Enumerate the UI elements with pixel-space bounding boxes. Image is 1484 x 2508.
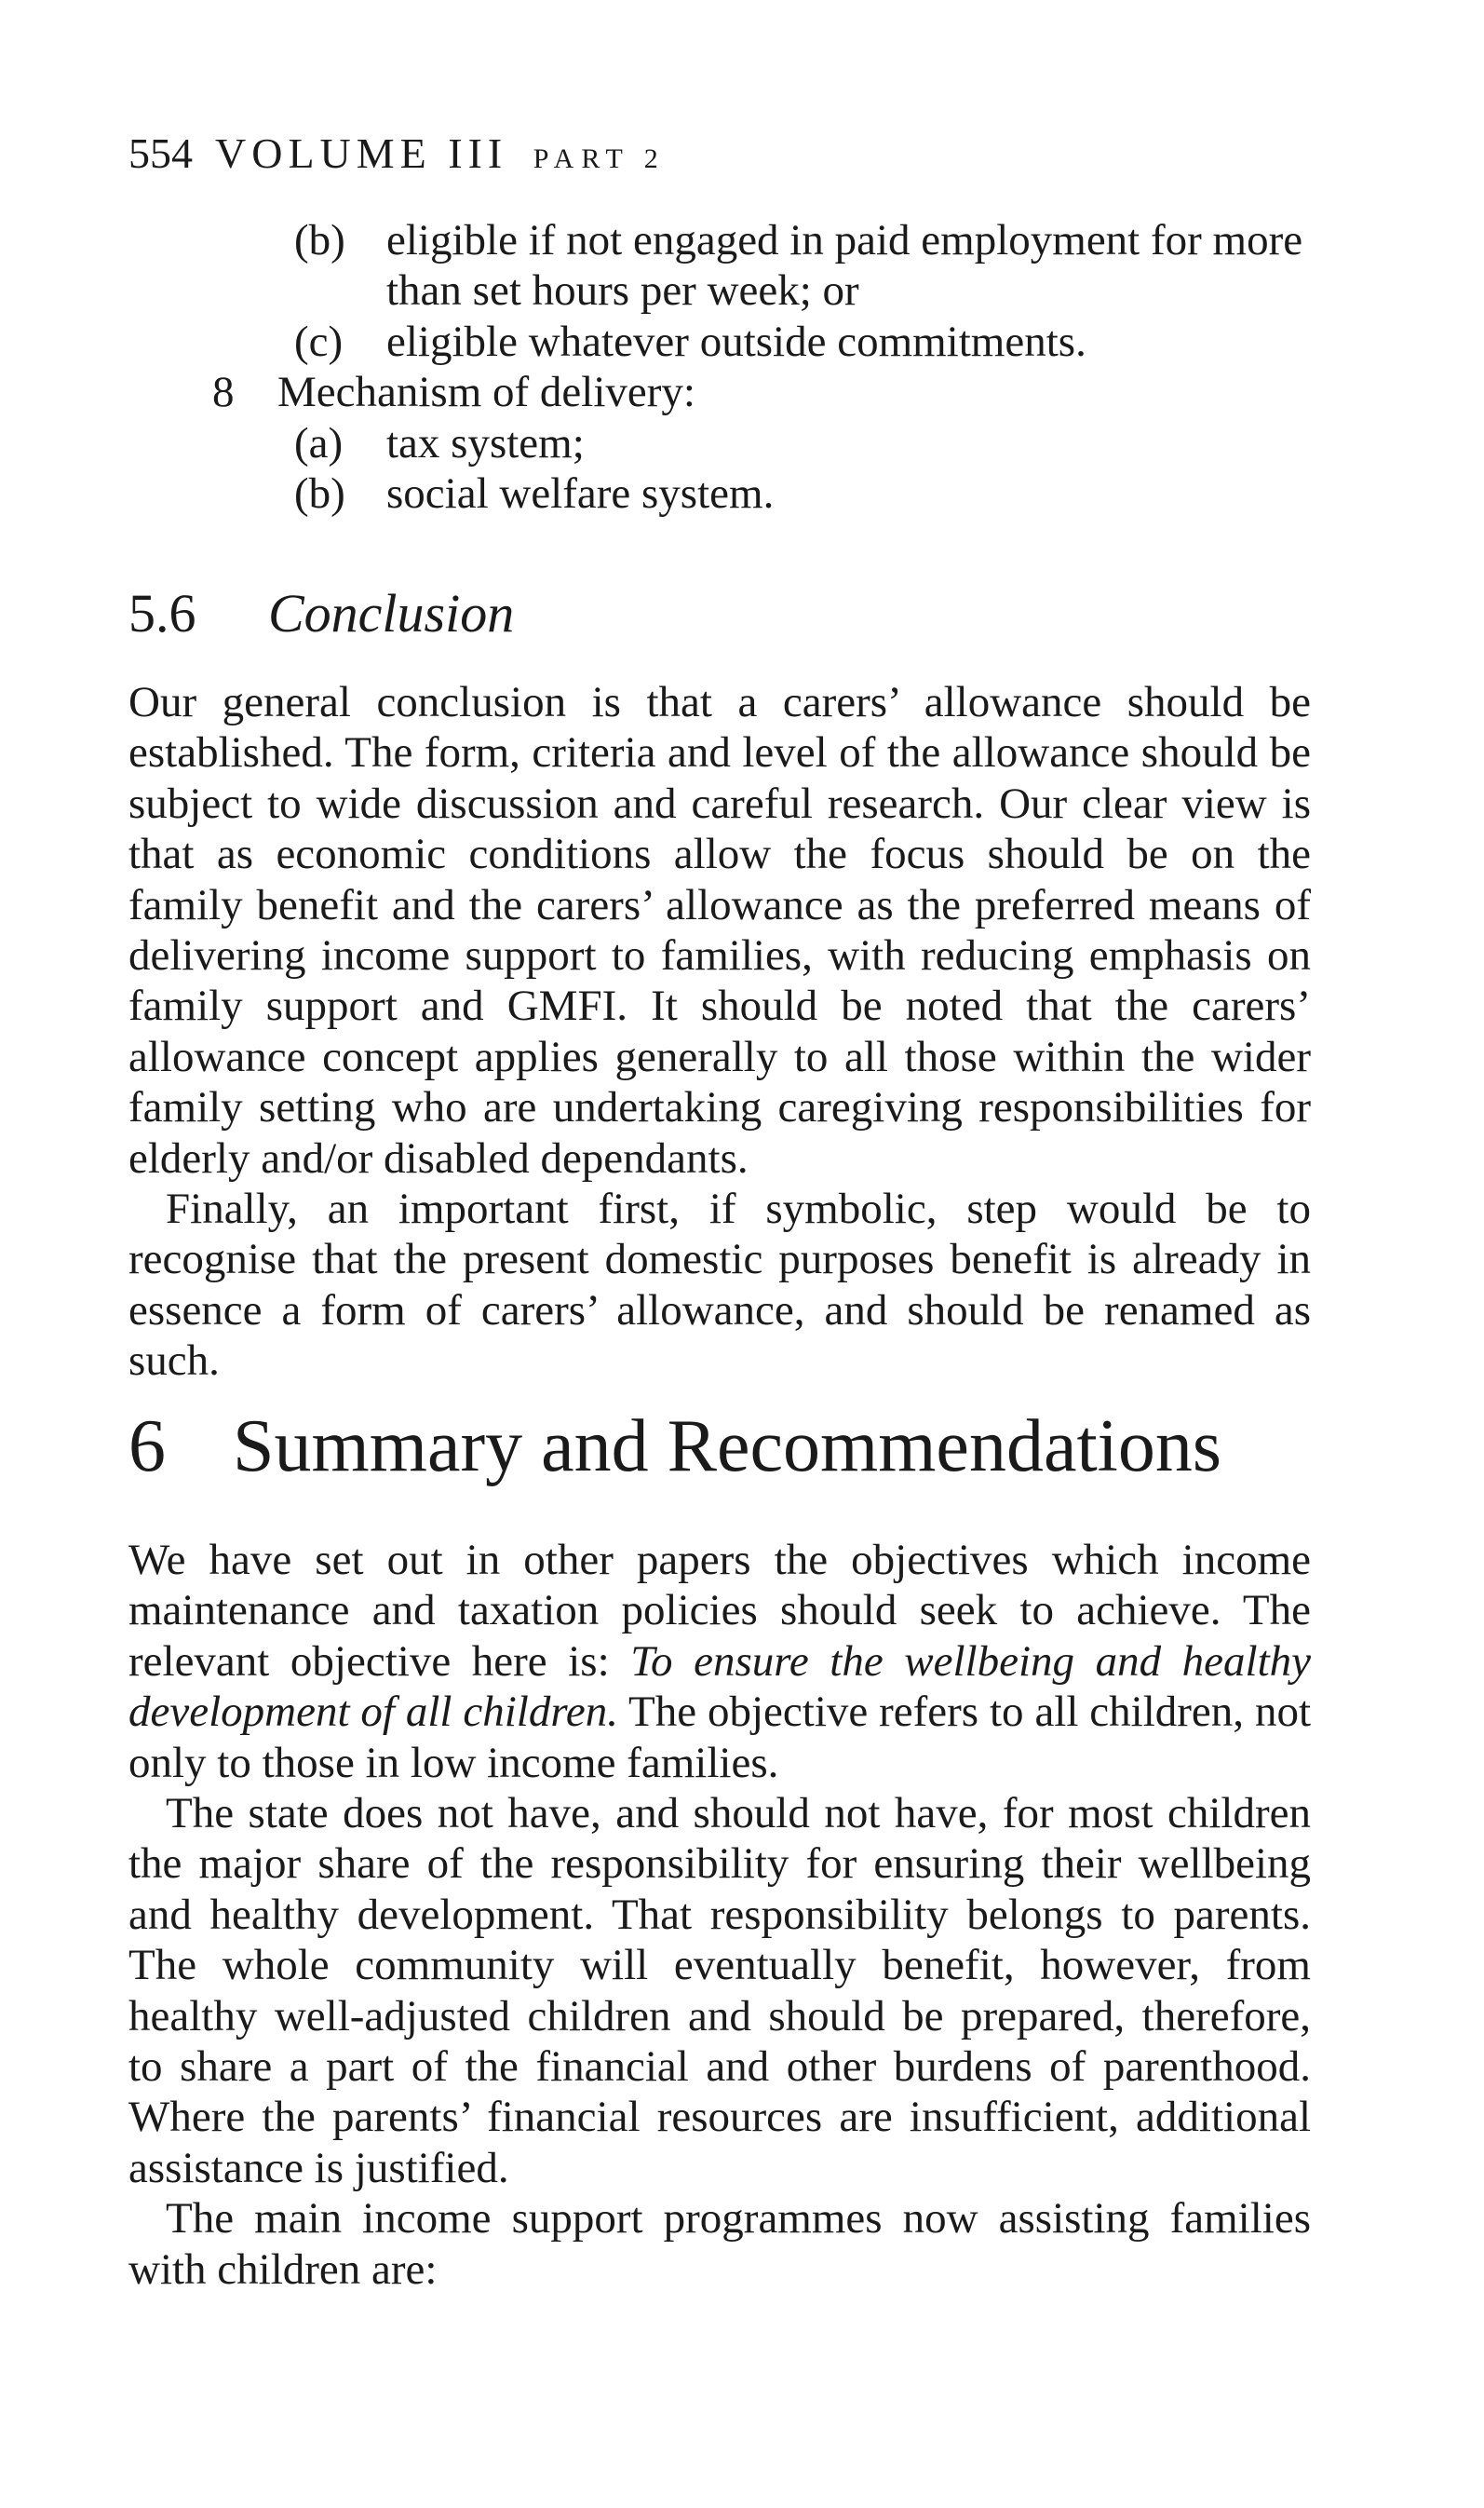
- section-number: 5.6: [128, 583, 196, 644]
- running-header: [128, 129, 666, 178]
- paragraph-text: We have set out in other papers the objectives which income maintenance and taxation policies should seek to achieve. The relevant objective here is:: [128, 1536, 1311, 1686]
- list-item-text: Mechanism of delivery:: [277, 368, 695, 416]
- list-marker: (b): [294, 469, 345, 518]
- list-item-text: social welfare system.: [386, 469, 775, 518]
- section-title: Conclusion: [268, 583, 515, 644]
- list-item-text: tax system;: [386, 419, 585, 468]
- objective-quote: To ensure the wellbeing and healthy development of all children.: [128, 1636, 1312, 1737]
- chapter-number: 6: [128, 1405, 166, 1487]
- list-item-text: than set hours per week; or: [386, 266, 859, 315]
- volume-label: VOLUME III: [215, 129, 508, 177]
- list-marker: 8: [212, 368, 235, 416]
- page-number: 554: [128, 129, 193, 177]
- paragraph: Finally, an important first, if symbolic, step would be to recognise that the present domestic purposes benefit is already in essence a form of carers’ allowance, and should be renamed as such.: [128, 1185, 1311, 1386]
- list-item-text: eligible whatever outside commitments.: [386, 318, 1086, 366]
- paragraph: [128, 1535, 1311, 1788]
- part-label: PART 2: [533, 143, 666, 174]
- conclusion-body: [128, 677, 1311, 1387]
- list-marker: (a): [294, 419, 344, 468]
- paragraph: The main income support programmes now assisting families with children are:: [128, 2194, 1311, 2294]
- chapter-title: Summary and Recommendations: [233, 1405, 1222, 1487]
- chapter-heading: [128, 1404, 1221, 1489]
- list-item-text: eligible if not engaged in paid employment for more: [386, 216, 1303, 264]
- paragraph-text: The objective refers to all children, not only to those in low income families.: [128, 1688, 1311, 1787]
- list-marker: (c): [294, 318, 344, 366]
- paragraph: Our general conclusion is that a carers’ allowance should be established. The form, criteria and level of the allowance should be subject to wide discussion and careful research. Our clear view is that as economic conditions allow the focus should be on the family benefit and the carers’ allowance as the preferred means of delivering income support to families, with reducing emphasis on family support and GMFI. It should be noted that the carers’ allowance concept applies generally to all those within the wider family setting who are undertaking caregiving responsibilities for elderly and/or disabled dependants.: [128, 678, 1311, 1183]
- paragraph: The state does not have, and should not have, for most children the major share of the responsibility for ensuring their wellbeing and healthy development. That responsibility belongs to parents. The whole community will eventually benefit, however, from healthy well-adjusted children and should be prepared, therefore, to share a part of the financial and other burdens of parenthood. Where the parents’ financial resources are insufficient, additional assistance is justified.: [128, 1789, 1311, 2192]
- section-heading-conclusion: [128, 582, 514, 644]
- list-marker: (b): [294, 216, 345, 264]
- summary-body: [128, 1535, 1311, 2295]
